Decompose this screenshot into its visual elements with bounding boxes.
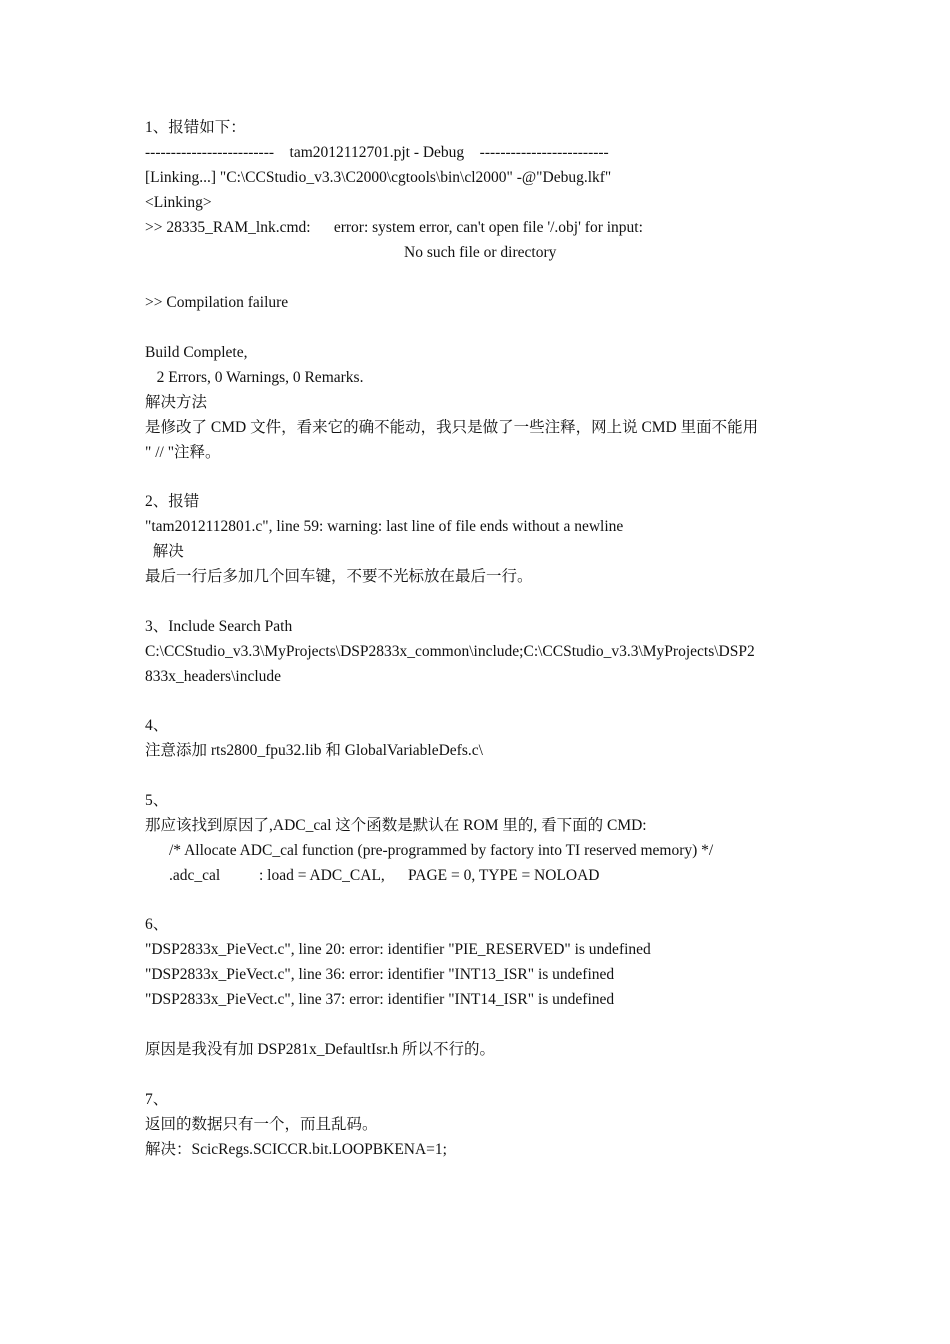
pievect-error-line-2: "DSP2833x_PieVect.c", line 36: error: identifier "INT13_ISR" is undefined: [145, 966, 615, 983]
build-summary-line: 2 Errors, 0 Warnings, 0 Remarks.: [145, 369, 364, 386]
include-path-line-1: C:\CCStudio_v3.3\MyProjects\DSP2833x_common\include;C:\CCStudio_v3.3\MyProjects\DSP2: [145, 643, 755, 660]
build-banner-line: ------------------------- tam2012112701.pjt - Debug -------------------------: [145, 144, 609, 161]
section-4-heading: 4、: [145, 717, 169, 734]
solution-label: 解决: [145, 543, 184, 560]
section-3-heading: 3、Include Search Path: [145, 618, 293, 635]
section-6-heading: 6、: [145, 916, 169, 933]
section-1-heading: 1、报错如下：: [145, 119, 246, 136]
include-path-line-2: 833x_headers\include: [145, 668, 282, 685]
solution-text-line-1: 是修改了 CMD 文件，看来它的确不能动，我只是做了一些注释，网上说 CMD 里面不能用: [145, 419, 759, 436]
pievect-error-line-3: "DSP2833x_PieVect.c", line 37: error: identifier "INT14_ISR" is undefined: [145, 991, 615, 1008]
section-6-reason: 原因是我没有加 DSP281x_DefaultIsr.h 所以不行的。: [145, 1041, 496, 1058]
section-2-heading: 2、报错: [145, 493, 200, 510]
compilation-failure-line: >> Compilation failure: [145, 294, 289, 311]
cmd-section-line: .adc_cal : load = ADC_CAL, PAGE = 0, TYPE = NOLOAD: [169, 867, 600, 884]
cmd-comment-line: /* Allocate ADC_cal function (pre-programmed by factory into TI reserved memory) */: [169, 842, 714, 859]
section-5-text: 那应该找到原因了,ADC_cal 这个函数是默认在 ROM 里的, 看下面的 CMD:: [145, 817, 647, 834]
warning-line: "tam2012112801.c", line 59: warning: last line of file ends without a newline: [145, 518, 624, 535]
section-7-solution: 解决：ScicRegs.SCICCR.bit.LOOPBKENA=1;: [145, 1141, 447, 1158]
section-7-heading: 7、: [145, 1091, 169, 1108]
section-5-heading: 5、: [145, 792, 169, 809]
linking-tag-line: <Linking>: [145, 194, 212, 211]
linker-error-detail-line: No such file or directory: [404, 244, 557, 261]
solution-text-line-2: " // "注释。: [145, 444, 221, 461]
section-4-text: 注意添加 rts2800_fpu32.lib 和 GlobalVariableDefs.c\: [145, 742, 483, 759]
pievect-error-line-1: "DSP2833x_PieVect.c", line 20: error: identifier "PIE_RESERVED" is undefined: [145, 941, 651, 958]
solution-text-line: 最后一行后多加几个回车键，不要不光标放在最后一行。: [145, 568, 533, 585]
linking-command-line: [Linking...] "C:\CCStudio_v3.3\C2000\cgtools\bin\cl2000" -@"Debug.lkf": [145, 169, 612, 186]
section-7-problem: 返回的数据只有一个，而且乱码。: [145, 1116, 378, 1133]
solution-heading: 解决方法: [145, 394, 208, 411]
build-complete-line: Build Complete,: [145, 344, 248, 361]
linker-error-line: >> 28335_RAM_lnk.cmd: error: system error, can't open file '/.obj' for input:: [145, 219, 643, 236]
